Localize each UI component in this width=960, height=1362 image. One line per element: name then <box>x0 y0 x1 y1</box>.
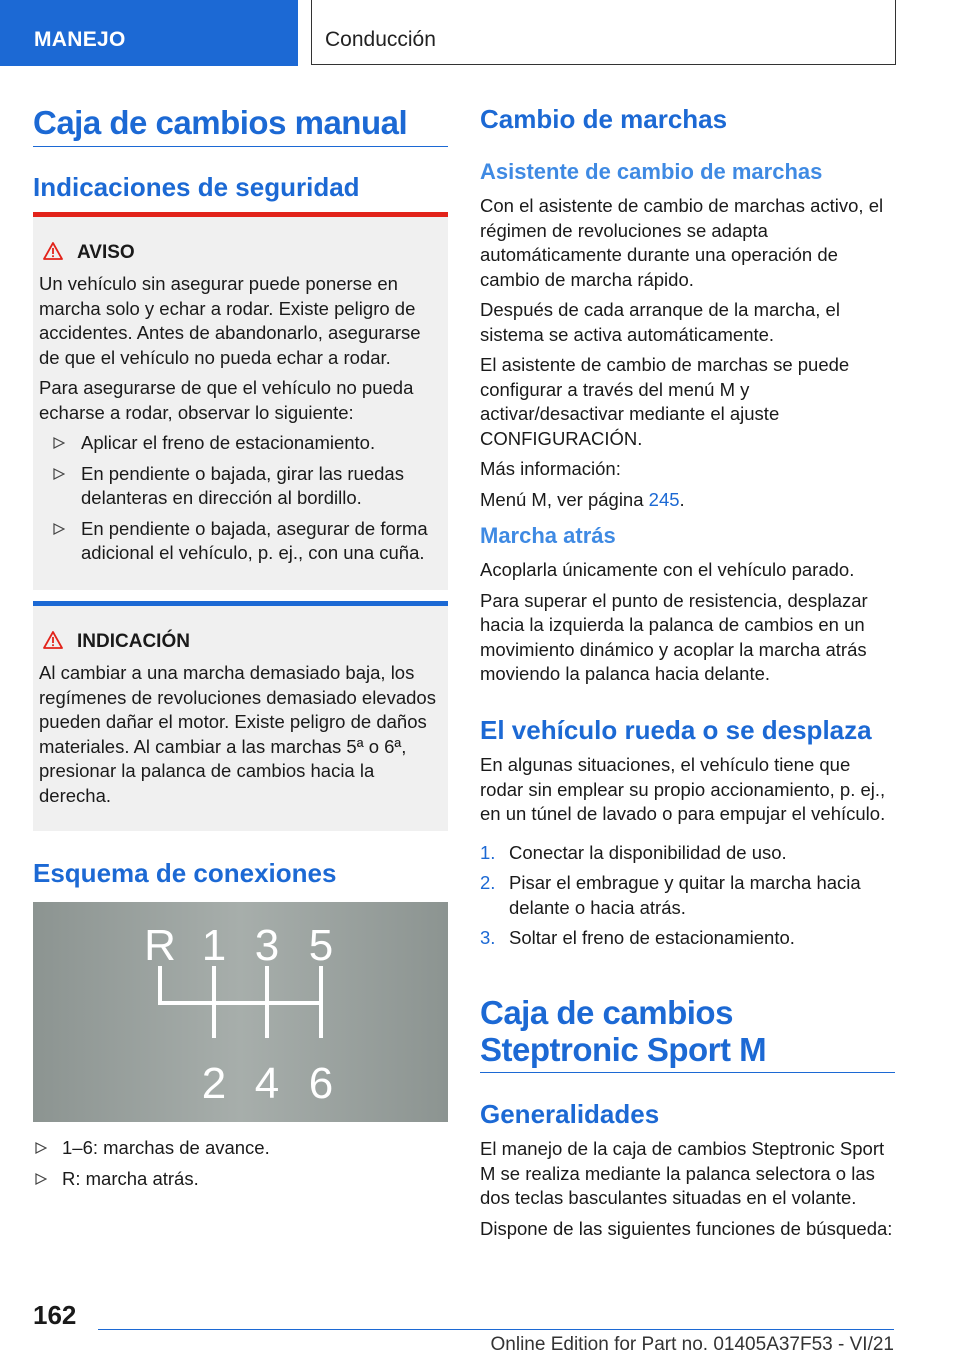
gear-shift-pattern-image <box>33 902 448 1122</box>
step-text: Pisar el embrague y quitar la marcha hacia delante o hacia atrás. <box>509 872 861 918</box>
roll-paragraph: En algunas situaciones, el vehículo tiene que rodar sin emplear su propio accionamiento, p. ej., en un túnel de lavado o para empujar el vehículo. <box>480 754 886 824</box>
gear-label-2: 2 <box>201 1059 227 1108</box>
reverse-section <box>480 558 896 687</box>
chapter-tab <box>311 0 896 65</box>
assist-paragraph-1: Con el asistente de cambio de marchas activo, el régimen de revoluciones se adapta automáticamente durante una operación de cambio de marcha rápido. <box>480 195 884 290</box>
bullet-triangle-icon <box>35 1142 47 1154</box>
notice-label: INDICACIÓN <box>77 631 190 652</box>
step-text: Soltar el freno de estacionamiento. <box>509 927 795 948</box>
reverse-paragraph-2: Para superar el punto de resistencia, desplazar hacia la izquierda la palanca de cambios en un movimiento dinámico y acoplar la marcha atrás moviendo la palanca hacia delante. <box>480 589 868 684</box>
general-section <box>480 1137 896 1241</box>
bullet-triangle-icon <box>35 1173 47 1185</box>
bullet-triangle-icon <box>53 468 65 480</box>
assist-section <box>480 194 896 512</box>
edition-note: Online Edition for Part no. 01405A37F53 - VI/21 <box>490 1334 894 1355</box>
list-item <box>39 517 439 566</box>
reverse-paragraph-1: Acoplarla únicamente con el vehículo parado. <box>480 559 855 580</box>
list-item <box>480 841 896 866</box>
list-item <box>480 871 896 920</box>
list-item <box>39 462 439 511</box>
step-number: 2. <box>480 872 496 893</box>
step-number: 3. <box>480 927 496 948</box>
list-item <box>480 926 896 951</box>
section-tab <box>0 0 298 66</box>
steptronic-divider <box>480 1072 895 1073</box>
scheme-item-1: 1–6: marchas de avance. <box>62 1137 270 1158</box>
step-number: 1. <box>480 841 496 863</box>
warning-triangle-icon <box>43 631 63 649</box>
page-link-245[interactable]: 245 <box>648 488 680 510</box>
warning-text-2: Para asegurarse de que el vehículo no pueda echarse a rodar, observar lo siguiente: <box>39 377 414 423</box>
section-label: MANEJO <box>34 28 126 51</box>
assist-paragraph-2: Después de cada arranque de la marcha, el sistema se activa automáticamente. <box>480 299 840 345</box>
gear-label-3: 3 <box>254 921 280 970</box>
warning-item-2: En pendiente o bajada, girar las ruedas delanteras en dirección al bordillo. <box>81 462 404 508</box>
general-heading: Generalidades <box>480 1099 660 1129</box>
warning-triangle-icon <box>43 242 63 260</box>
list-item <box>27 1167 442 1192</box>
warning-text-1: Un vehículo sin asegurar puede ponerse en marcha solo y echar a rodar. Existe peligro de accidentes. Antes de abandonarlo, asegurarse de que el vehículo no pueda echar a rodar. <box>39 273 421 368</box>
scheme-heading: Esquema de conexiones <box>33 858 337 888</box>
safety-heading: Indicaciones de seguridad <box>33 172 360 202</box>
scheme-item-2: R: marcha atrás. <box>62 1167 199 1189</box>
gear-label-reverse: R <box>144 921 176 970</box>
bullet-triangle-icon <box>53 437 65 449</box>
list-item <box>27 1136 442 1161</box>
warning-body <box>39 272 439 566</box>
assist-paragraph-3: El asistente de cambio de marchas se puede configurar a través del menú M y activar/desactivar mediante el ajuste CONFIGURACIÓN. <box>480 354 850 449</box>
gear-label-4: 4 <box>254 1059 280 1108</box>
notice-text: Al cambiar a una marcha demasiado baja, los regímenes de revoluciones demasiado elevados pueden dañar el motor. Existe peligro de daños materiales. Al cambiar a las marchas 5ª o 6ª, presionar la palanca de cambios hacia la derecha. <box>39 662 436 806</box>
page-number: 162 <box>33 1300 77 1330</box>
general-paragraph-1: El manejo de la caja de cambios Steptronic Sport M se realiza mediante la palanca selectora o las dos teclas basculantes situadas en el volante. <box>480 1138 885 1208</box>
warning-item-1: Aplicar el freno de estacionamiento. <box>81 432 376 453</box>
notice-body <box>39 661 439 808</box>
list-item <box>39 431 439 456</box>
notice-box <box>33 601 448 831</box>
shift-heading: Cambio de marchas <box>480 104 728 134</box>
page-title: Caja de cambios manual <box>33 104 408 141</box>
bullet-triangle-icon <box>53 523 65 535</box>
steptronic-title: Caja de cambios Steptronic Sport M <box>480 994 767 1068</box>
chapter-label: Conducción <box>325 28 436 51</box>
menu-reference-text: Menú M, ver página <box>480 488 649 510</box>
notice-bar <box>33 601 448 606</box>
warning-bar <box>33 212 448 217</box>
warning-box <box>33 212 448 590</box>
warning-item-3: En pendiente o bajada, asegurar de forma adicional el vehículo, p. ej., con una cuña. <box>81 517 428 563</box>
gear-label-6: 6 <box>308 1059 334 1108</box>
gear-label-5: 5 <box>308 921 334 970</box>
step-text: Conectar la disponibilidad de uso. <box>509 841 787 863</box>
roll-section <box>480 753 896 951</box>
roll-heading: El vehículo rueda o se desplaza <box>480 715 872 745</box>
gear-label-1: 1 <box>201 921 227 970</box>
footer-divider <box>98 1329 894 1330</box>
reverse-heading: Marcha atrás <box>480 523 616 548</box>
menu-reference: Menú M, ver página 245. <box>480 488 685 510</box>
more-info-label: Más información: <box>480 458 621 479</box>
warning-label: AVISO <box>77 242 135 263</box>
scheme-list <box>27 1136 442 1191</box>
title-divider <box>33 146 448 147</box>
assist-heading: Asistente de cambio de marchas <box>480 159 823 184</box>
general-paragraph-2: Dispone de las siguientes funciones de búsqueda: <box>480 1217 893 1239</box>
